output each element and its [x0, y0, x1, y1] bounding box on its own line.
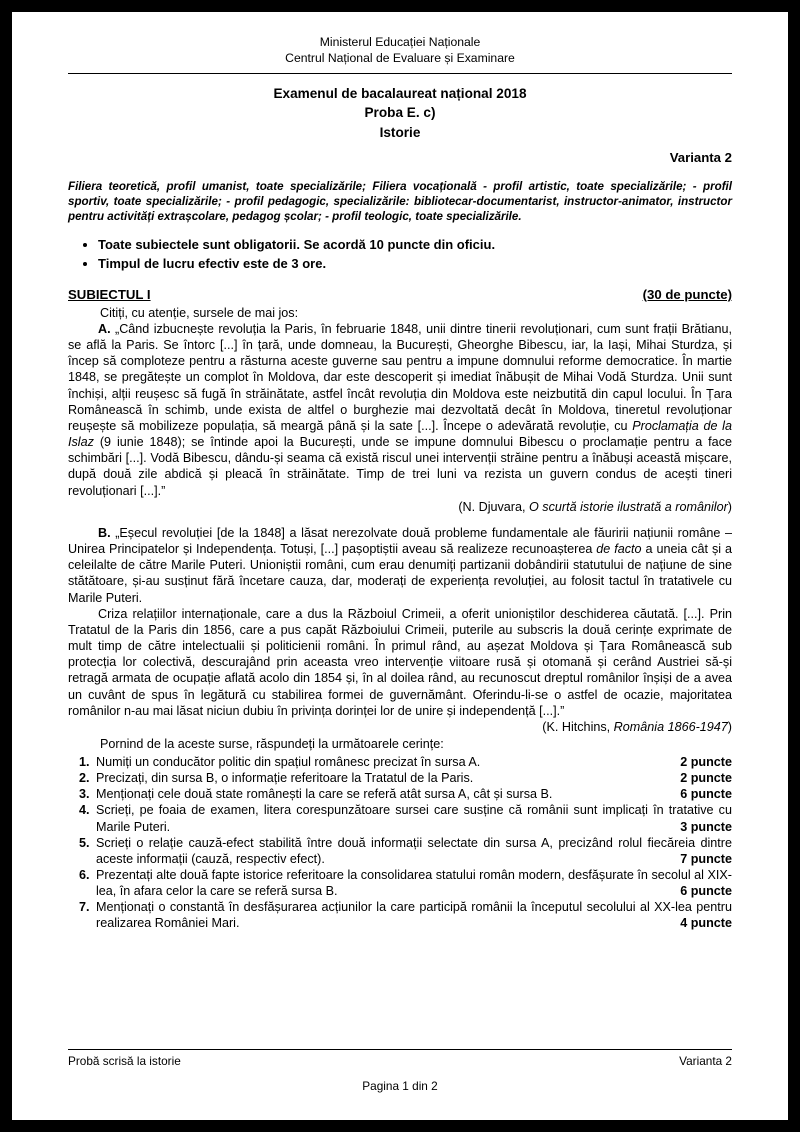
- requirement-item: [93, 899, 732, 931]
- instruction-item: • Timpul de lucru efectiv este de 3 ore.: [98, 256, 732, 273]
- source-a-marker: A.: [98, 321, 111, 336]
- subject-lead: Citiți, cu atenție, sursele de mai jos:: [100, 305, 299, 320]
- filiera-note: Filiera teoretică, profil umanist, toate specializările; Filiera vocațională - profil artistic, toate specializările; - profil sportiv, toate specializările; - profil pedagogic, specializările: bibliotecar-documentarist, instructor-animator, instructor pentru activități extrașcolare, pedagog școlar; - profil teologic, toate specializările.: [68, 179, 732, 224]
- requirement-item: [93, 786, 732, 802]
- requirement-points: 6 puncte: [680, 884, 732, 899]
- source-b-attribution: [68, 719, 732, 735]
- requirement-points: 4 puncte: [680, 916, 732, 931]
- exam-title: [68, 84, 732, 142]
- source-a-text-1: „Când izbucnește revoluția la Paris, în februarie 1848, unii dintre tinerii revoluționari, cum sunt frații Brătianu, se află la Paris. Se întorc [...] în țară, unde domneau, la București, Gheorghe Bibescu, iar, la Iași, Mihai Sturdza, și încep să comploteze pentru a răsturna aceste guverne sau pentru a impune domnului reforme democratice. În martie 1848, se pregătește un complot în Moldova, dar este descoperit și imediat înăbușit de Mihai Vodă Sturdza. Unii sunt închiși, alții reușesc să fugă în străinătate, astfel încât revoluția din Moldova este neizbutită din capul locului. În Țara Românească în schimb, unde exista de altfel o burghezie mai dezvoltată decât în Moldova, tineretul revoluționar reușește să mobilizeze populația, să meargă până și la sate [...]. Începe o adevărată revoluție, cu: [68, 321, 732, 433]
- header-divider: [68, 73, 732, 74]
- source-a-attribution-end: ): [727, 499, 732, 514]
- requirement-body: [96, 835, 732, 867]
- requirement-body: [96, 899, 732, 931]
- source-b-paragraph-2: Criza relațiilor internaționale, care a dus la Războiul Crimeii, a oferit unioniștilor deschiderea căutată. [...]. Prin Tratatul de la Paris din 1856, care a pus capăt Războiului Crimeii, puterile au subscris la două cerințe exprimate de mult timp de către intelectualii și politicienii români. În primul rând, au așezat Moldova și Țara Românească sub protecția lor colectivă, descurajând prin aceasta vreo intervenție viitoare rusă și otomană și cerând Austriei să-și retragă armata de ocupație aflată acolo din 1854 și, în al doilea rând, au recunoscut dreptul românilor înșiși de a avea un cuvânt de spus în legătură cu stabilirea formei de guvernământ. Oferindu-li-se o astfel de ocazie, majoritatea românilor n-au mai lăsat niciun dubiu în privința dorinței lor de unire și independență [...].”: [68, 606, 732, 718]
- footer-divider: [68, 1049, 732, 1050]
- variant-label: Varianta 2: [669, 149, 732, 165]
- document-page: [12, 12, 788, 1120]
- exam-title-line-1: Examenul de bacalaureat național 2018: [273, 85, 527, 101]
- instruction-item: • Toate subiectele sunt obligatorii. Se acordă 10 puncte din oficiu.: [98, 237, 732, 254]
- requirement-text: 2. Precizați, din sursa B, o informație referitoare la Tratatul de la Paris.: [96, 771, 474, 786]
- requirement-text: Menționați o constantă în desfășurarea acțiunilor la care participă românii la începutul secolului al XX-lea pentru realizarea României Mari.: [96, 900, 732, 931]
- requirement-points: 6 puncte: [680, 787, 732, 802]
- source-b-text-post: a uneia cât și a celeilalte de către Marile Puteri. Unioniștii români, cum erau denumiți partizanii dobândirii statutului de națiune de sine stătătoare, și-au susținut fără încetare cauza, dar, moderați de experiența revoluției, au folosit tactul în tratativele cu Marile Puteri.: [68, 542, 732, 605]
- ministry-line-1: Ministerul Educației Naționale: [319, 35, 481, 49]
- source-b-paragraph-1: [68, 525, 732, 606]
- source-b-italic: de facto: [596, 542, 642, 557]
- requirement-text: Prezentați alte două fapte istorice referitoare la consolidarea statului român modern, desfășurate în secolul al XIX-lea, în afara celor la care se referă sursa B.: [96, 867, 732, 899]
- instructions-list: [68, 237, 732, 273]
- footer-left: Probă scrisă la istorie: [68, 1053, 181, 1068]
- exam-title-line-2: Proba E. c): [364, 105, 436, 121]
- source-b-attribution-end: ): [727, 719, 732, 734]
- requirement-points: 7 puncte: [680, 851, 732, 866]
- requirement-body: [96, 802, 732, 834]
- source-b-text-pre: „Eșecul revoluției [de la 1848] a lăsat nerezolvate două probleme fundamentale ale făuririi națiunii române – Unirea Principatelor și Independența. Totuși, [...] pașoptiștii aveau să realizeze recunoașterea: [68, 525, 732, 557]
- source-a-attribution-title: O scurtă istorie ilustrată a românilor: [529, 499, 728, 514]
- requirement-points: 3 puncte: [680, 819, 732, 834]
- source-a-italic: Proclamația de la Islaz: [68, 418, 732, 450]
- footer-row: [68, 1054, 732, 1069]
- page-number: Pagina 1 din 2: [362, 1078, 438, 1093]
- source-b-attribution-title: România 1866-1947: [613, 719, 728, 734]
- exam-title-line-3: Istorie: [379, 124, 421, 140]
- subject-points: (30 de puncte): [642, 286, 732, 302]
- source-a-text-2: (9 iunie 1848); se întinde apoi la București, unde se impune domnului Bibescu o proclamație pentru a face schimbări [...]. Vodă Bibescu, dându-și seama că există riscul unei intervenții străine pentru a înăbuși această mișcare, după două zile abdică și pleacă în străinătate. Timp de trei luni va rezista un guvern condus de acești tineri revoluționari [...].”: [68, 435, 732, 498]
- requirement-body: [96, 867, 732, 899]
- source-b-attribution-author: (K. Hitchins,: [542, 719, 614, 734]
- requirement-text: 1. Numiți un conducător politic din spațiul românesc precizat în sursa A.: [96, 755, 481, 770]
- source-a-paragraph: [68, 321, 732, 499]
- source-b-marker: B.: [98, 525, 111, 540]
- subject-heading: [68, 287, 732, 304]
- page-footer: [68, 1049, 732, 1094]
- subject-label: SUBIECTUL I: [68, 286, 151, 302]
- requirement-item: [93, 754, 732, 770]
- requirement-item: [93, 802, 732, 834]
- requirement-points: 2 puncte: [680, 755, 732, 770]
- requirement-points: 2 puncte: [680, 771, 732, 786]
- requirement-text: Scrieți o relație cauză-efect stabilită între două informații selectate din sursa A, precizând rolul fiecăreia dintre aceste informații (cauză, respectiv efect).: [96, 835, 732, 866]
- ministry-header: [68, 34, 732, 67]
- requirement-text: Scrieți, pe foaia de examen, litera corespunzătoare sursei care susține că românii sunt implicați în tratative cu Marile Puteri.: [96, 803, 732, 834]
- footer-right: Varianta 2: [679, 1053, 732, 1068]
- requirement-item: [93, 867, 732, 899]
- requirement-item: [93, 835, 732, 867]
- requirements-intro: Pornind de la aceste surse, răspundeți la următoarele cerințe:: [100, 737, 444, 752]
- requirement-text: 3. Menționați cele două state românești la care se referă atât sursa A, cât și sursa B.: [96, 787, 553, 802]
- spacer: [68, 515, 732, 525]
- requirement-item: [93, 770, 732, 786]
- requirements-list: [68, 754, 732, 931]
- source-a-attribution: [68, 499, 732, 515]
- ministry-line-2: Centrul Național de Evaluare și Examinare: [285, 51, 515, 66]
- source-a-attribution-author: (N. Djuvara,: [458, 499, 530, 514]
